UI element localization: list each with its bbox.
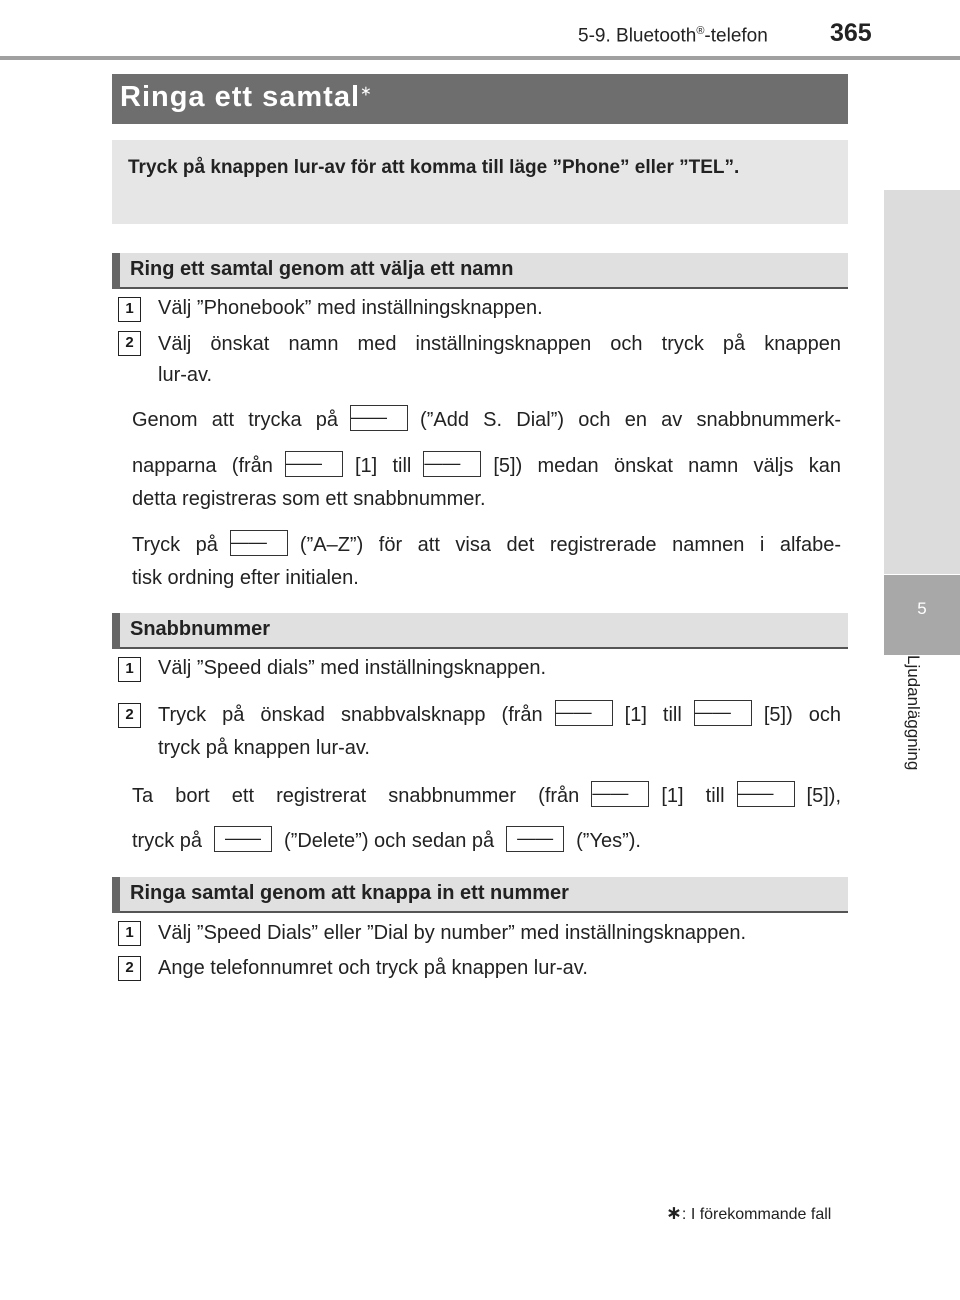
step-text-cont: lur-av. [158,364,213,386]
step-text: Ange telefonnumret och tryck på knappen lur-av. [158,957,588,979]
text-run: [1] till [624,704,682,726]
intro-text: Tryck på knappen lur-av för att komma till läge ”Phone” eller ”TEL”. [128,157,740,178]
text-run: Ta bort ett registrerat snabbnummer (från [132,785,580,807]
paragraph-line [132,451,841,482]
key-button-icon: —— [214,826,272,852]
header-rule [0,56,960,60]
key-button-icon: —— [350,405,408,431]
asterisk-icon: ∗ [666,1203,682,1224]
paragraph-line: tisk ordning efter initialen. [132,567,359,589]
paragraph-line [132,405,841,436]
section-heading-text: Ring ett samtal genom att välja ett namn [130,258,514,280]
key-button-icon: —— [285,451,343,477]
step-badge: 2 [118,956,141,981]
section-heading-text: Ringa samtal genom att knappa in ett nummer [130,882,569,904]
paragraph-line [132,781,841,812]
step-text-cont: tryck på knappen lur-av. [158,737,370,759]
step-badge: 1 [118,297,141,322]
title-bar [112,74,848,124]
paragraph-line [132,826,641,857]
text-run: napparna (från [132,455,273,477]
text-run: (”Delete”) och sedan på [284,830,495,852]
text-run: (”Yes”). [576,830,641,852]
text-run: [5]), [806,785,841,807]
footnote [666,1202,831,1225]
header-section-title [578,25,768,47]
asterisk-icon: ∗ [360,82,373,99]
page-title-text: Ringa ett samtal [120,81,360,113]
chapter-label [895,655,935,815]
page-header [0,0,960,60]
key-button-icon: —— [555,700,613,726]
key-button-icon: —— [506,826,564,852]
text-run: Genom att trycka på [132,409,339,431]
text-run: Tryck på [132,534,218,556]
text-run: (”Add S. Dial”) och en av snabbnummerk- [420,409,841,431]
header-section-text: 5-9. Bluetooth [578,25,697,47]
footnote-text: : I förekommande fall [681,1206,832,1223]
header-section-suffix: -telefon [704,25,768,47]
section-heading-text: Snabbnummer [130,618,271,640]
key-button-icon: —— [230,530,288,556]
side-tab-strip [884,190,960,574]
text-run: Tryck på önskad snabbvalsknapp (från [158,704,543,726]
step-text: Välj ”Speed Dials” eller ”Dial by number” med inställningsknappen. [158,922,747,944]
step-text: Välj ”Phonebook” med inställningsknappen. [158,297,543,319]
chapter-tab [884,575,960,655]
section-heading-speed [112,613,848,649]
text-run: (”A–Z”) för att visa det registrerade namnen i alfabe- [299,534,842,556]
key-button-icon: —— [591,781,649,807]
paragraph-line [132,530,841,561]
text-run: [5]) medan önskat namn väljs kan [493,455,842,477]
step-text: Välj önskat namn med inställningsknappen och tryck på knappen [158,333,841,355]
key-button-icon: —— [737,781,795,807]
section-heading-dial [112,877,848,913]
key-button-icon: —— [694,700,752,726]
step-badge: 1 [118,921,141,946]
step-text: Välj ”Speed dials” med inställningsknappen. [158,657,547,679]
text-run: tryck på [132,830,203,852]
paragraph-line: detta registreras som ett snabbnummer. [132,488,486,510]
page-number: 365 [830,19,872,47]
key-button-icon: —— [423,451,481,477]
page-title [120,81,373,114]
text-run: [5]) och [763,704,841,726]
text-run: [1] till [661,785,725,807]
chapter-number: 5 [917,599,927,618]
registered-mark: ® [696,25,705,37]
text-run: [1] till [354,455,412,477]
step-badge: 2 [118,703,141,728]
intro-box [112,140,848,224]
step-badge: 1 [118,657,141,682]
step-badge: 2 [118,331,141,356]
section-heading-name [112,253,848,289]
chapter-label-text: Ljudanläggning [904,655,923,771]
step-text [158,700,841,731]
